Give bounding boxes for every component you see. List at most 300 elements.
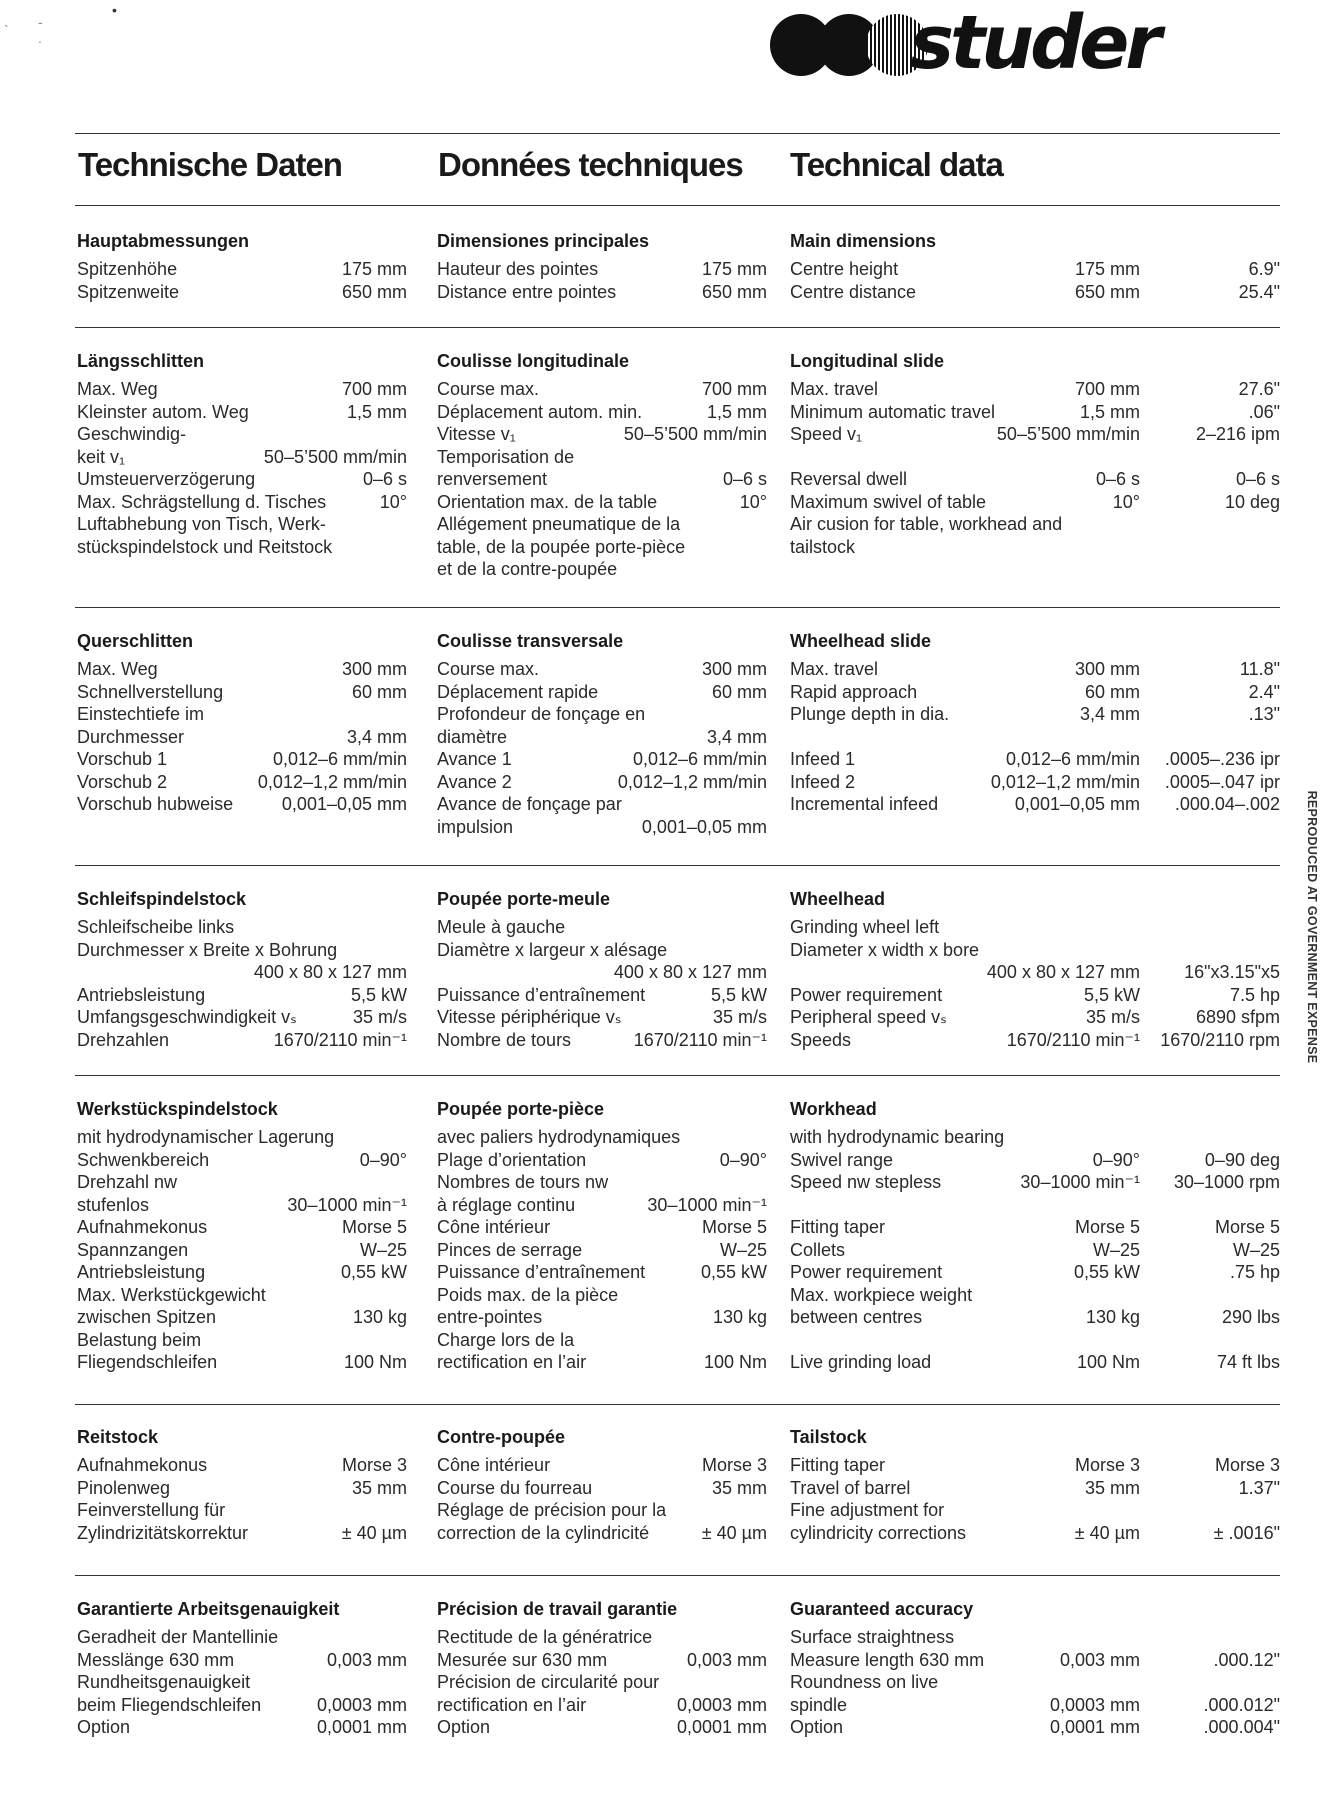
spec-label: Hauteur des pointes <box>437 259 599 279</box>
section-heading: Reitstock <box>77 1427 159 1447</box>
spec-value-metric: 175 mm <box>1074 259 1140 279</box>
section-column-fr <box>437 1094 767 1374</box>
spec-value-metric: 3,4 mm <box>1079 704 1140 724</box>
spec-row <box>437 726 767 749</box>
section-column-de <box>77 346 407 558</box>
section-heading: Hauptabmessungen <box>77 231 250 251</box>
spec-label: Power requirement <box>790 1262 943 1282</box>
spec-row <box>790 1477 1280 1500</box>
spec-value-metric: 0,012–1,2 mm/min <box>990 771 1140 792</box>
spec-row <box>437 446 767 469</box>
spec-label: Luftabhebung von Tisch, Werk- <box>77 514 326 534</box>
spec-value-metric: 0,001–0,05 mm <box>281 794 407 814</box>
section-heading: Workhead <box>790 1099 877 1119</box>
spec-label: Einstechtiefe im <box>77 704 205 724</box>
spec-value-imperial: 25.4" <box>1238 281 1280 302</box>
spec-value-imperial: 27.6" <box>1238 379 1280 399</box>
section-column-de <box>77 1094 407 1374</box>
spec-label: impulsion <box>437 816 514 837</box>
spec-row <box>790 961 1280 984</box>
spec-row <box>437 1126 767 1149</box>
spec-row <box>437 961 767 984</box>
spec-value-metric: 0,0001 mm <box>676 1717 767 1737</box>
section-heading: Main dimensions <box>790 231 937 251</box>
spec-row <box>437 1029 767 1052</box>
spec-label: Drehzahl nᴡ <box>77 1172 178 1192</box>
spec-label: Vorschub 1 <box>77 749 168 769</box>
spec-label: rectification en l’air <box>437 1694 587 1715</box>
section-column-fr <box>437 1422 767 1544</box>
spec-label: Schnellverstellung <box>77 681 224 702</box>
section-heading: Wheelhead <box>790 889 886 909</box>
spec-label: Max. Werkstückgewicht <box>77 1284 266 1305</box>
spec-label: Geschwindig- <box>77 424 187 444</box>
spec-value-metric: 0,55 kW <box>700 1262 767 1282</box>
section-divider <box>75 1404 1280 1405</box>
divider <box>75 205 1280 206</box>
spec-row <box>790 916 1280 939</box>
spec-value-imperial: ± .0016" <box>1213 1522 1280 1543</box>
spec-row <box>437 748 767 771</box>
spec-label: Option <box>437 1717 491 1737</box>
spec-label: Distance entre pointes <box>437 281 617 302</box>
spec-label: Surface straightness <box>790 1627 955 1647</box>
spec-value-metric: 1,5 mm <box>346 401 407 422</box>
spec-label: Avance 2 <box>437 771 512 792</box>
spec-label: diamètre <box>437 726 508 747</box>
spec-label: with hydrodynamic bearing <box>790 1127 1005 1147</box>
spec-row <box>77 1351 407 1374</box>
spec-row <box>437 1716 767 1739</box>
spec-row <box>77 446 407 469</box>
spec-value-metric: Morse 5 <box>341 1217 407 1237</box>
spec-label: Rapid approach <box>790 681 918 702</box>
spec-value-imperial: .0005–.047 ipr <box>1164 771 1280 792</box>
spec-value-metric: 300 mm <box>341 659 407 679</box>
spec-label: Allégement pneumatique de la <box>437 514 681 534</box>
spec-row <box>77 1522 407 1545</box>
spec-value-metric: 35 m/s <box>712 1007 767 1027</box>
section-divider <box>75 865 1280 866</box>
spec-row <box>77 1671 407 1694</box>
spec-value-metric: ± 40 µm <box>701 1522 767 1543</box>
spec-value-metric: 0,012–6 mm/min <box>1005 749 1140 769</box>
spec-row <box>77 536 407 559</box>
spec-label: Option <box>77 1717 131 1737</box>
section-divider <box>75 1075 1280 1076</box>
spec-row <box>77 1006 407 1029</box>
section-column-de <box>77 1422 407 1544</box>
spec-value-metric: 175 mm <box>701 259 767 279</box>
spec-value-metric: 300 mm <box>1074 659 1140 679</box>
spec-row <box>437 468 767 491</box>
spec-row <box>77 1261 407 1284</box>
spec-value-metric: 0,55 kW <box>340 1262 407 1282</box>
spec-value-metric: 0–6 s <box>1095 469 1140 489</box>
section-heading: Garantierte Arbeitsgenauigkeit <box>77 1599 340 1619</box>
spec-row <box>790 1626 1280 1649</box>
spec-value-imperial: 30–1000 rpm <box>1173 1172 1280 1192</box>
spec-label: Fitting taper <box>790 1455 886 1475</box>
spec-row <box>790 513 1280 536</box>
spec-label: Schleifscheibe links <box>77 917 235 937</box>
spec-row <box>437 1006 767 1029</box>
spec-row <box>790 748 1280 771</box>
spec-value-metric: 400 x 80 x 127 mm <box>253 962 407 982</box>
section-column-fr <box>437 346 767 581</box>
spec-label: Diameter x width x bore <box>790 939 980 960</box>
spec-row <box>790 681 1280 704</box>
spec-value-metric: 35 mm <box>351 1477 407 1498</box>
section-column-en <box>790 1422 1280 1544</box>
spec-label: Max. Weg <box>77 379 158 399</box>
spec-label: Pinces de serrage <box>437 1239 583 1260</box>
spec-label: Précision de circularité pour <box>437 1672 660 1692</box>
spec-row <box>437 378 767 401</box>
spec-label: between centres <box>790 1307 923 1327</box>
section-heading: Coulisse longitudinale <box>437 351 630 371</box>
section-divider <box>75 327 1280 328</box>
spec-value-metric: 3,4 mm <box>706 726 767 747</box>
spec-value-metric: 35 m/s <box>1085 1007 1140 1027</box>
spec-value-metric: 0,012–1,2 mm/min <box>617 771 767 792</box>
section-heading: Longitudinal slide <box>790 351 944 371</box>
spec-value-metric: 10° <box>739 491 767 512</box>
spec-label: Réglage de précision pour la <box>437 1500 667 1520</box>
spec-label: renversement <box>437 469 548 489</box>
section-heading: Contre-poupée <box>437 1427 565 1447</box>
spec-row <box>437 771 767 794</box>
spec-value-metric: Morse 3 <box>1074 1455 1140 1475</box>
spec-label: Aufnahmekonus <box>77 1455 208 1475</box>
spec-label: et de la contre-poupée <box>437 559 618 579</box>
spec-value-metric: 130 kg <box>712 1307 767 1327</box>
spec-row <box>790 1351 1280 1374</box>
spec-value-metric: 50–5’500 mm/min <box>996 424 1140 444</box>
spec-value-metric: 0,012–6 mm/min <box>632 749 767 769</box>
spec-value-metric: 0,0001 mm <box>316 1717 407 1737</box>
spec-row <box>437 1306 767 1329</box>
spec-row <box>790 939 1280 962</box>
spec-value-metric: 60 mm <box>351 681 407 702</box>
spec-label: Antriebsleistung <box>77 984 206 1005</box>
spec-label: Vitesse périphérique vₛ <box>437 1007 622 1027</box>
spec-label: Power requirement <box>790 984 943 1005</box>
spec-row <box>437 984 767 1007</box>
spec-label: entre-pointes <box>437 1307 543 1327</box>
spec-value-metric: 1,5 mm <box>1079 401 1140 422</box>
spec-value-metric: W–25 <box>719 1239 767 1260</box>
spec-value-imperial: 1670/2110 rpm <box>1160 1029 1280 1050</box>
section-column-de <box>77 626 407 816</box>
spec-label: Puissance d’entraînement <box>437 984 646 1005</box>
spec-row <box>437 258 767 281</box>
spec-label: Nombre de tours <box>437 1029 572 1050</box>
spec-value-metric: Morse 3 <box>701 1455 767 1475</box>
spec-label: Max. Weg <box>77 659 158 679</box>
spec-value-imperial: W–25 <box>1232 1239 1280 1260</box>
spec-value-metric: 650 mm <box>701 281 767 302</box>
spec-label: Max. workpiece weight <box>790 1284 973 1305</box>
spec-row <box>77 1194 407 1217</box>
spec-label: Kleinster autom. Weg <box>77 401 249 422</box>
spec-row <box>437 1351 767 1374</box>
spec-label: Peripheral speed vₛ <box>790 1007 947 1027</box>
spec-label: Measure length 630 mm <box>790 1649 985 1670</box>
spec-label: Incremental infeed <box>790 794 939 814</box>
spec-value-metric: 400 x 80 x 127 mm <box>613 962 767 982</box>
spec-value-imperial: .000.04–.002 <box>1174 794 1280 814</box>
spec-row <box>437 513 767 536</box>
section-column-de <box>77 884 407 1051</box>
spec-row <box>437 1171 767 1194</box>
divider <box>75 133 1280 134</box>
spec-value-imperial: 2.4" <box>1248 681 1280 702</box>
spec-row <box>790 1306 1280 1329</box>
spec-label: Avance 1 <box>437 749 512 769</box>
spec-value-imperial: 290 lbs <box>1221 1307 1280 1327</box>
spec-label: Fine adjustment for <box>790 1500 945 1520</box>
spec-row <box>790 726 1280 749</box>
spec-value-metric: 10° <box>1112 491 1140 512</box>
spec-value-imperial: 1.37" <box>1238 1477 1280 1498</box>
spec-row <box>790 703 1280 726</box>
spec-value-metric: 700 mm <box>701 379 767 399</box>
section-heading: Längsschlitten <box>77 351 205 371</box>
spec-label: Air cusion for table, workhead and <box>790 514 1063 534</box>
spec-value-metric: 0,001–0,05 mm <box>1014 794 1140 814</box>
section-column-en <box>790 226 1280 303</box>
section-divider <box>75 1575 1280 1576</box>
spec-label: Déplacement autom. min. <box>437 401 643 422</box>
spec-value-metric: 0,0001 mm <box>1049 1717 1140 1737</box>
spec-row <box>77 1716 407 1739</box>
spec-value-metric: 0,001–0,05 mm <box>641 816 767 837</box>
spec-label: Speed v₁ <box>790 424 863 444</box>
spec-row <box>790 1499 1280 1522</box>
spec-value-metric: 35 mm <box>1084 1477 1140 1498</box>
spec-value-metric: 700 mm <box>341 379 407 399</box>
spec-label: Vorschub 2 <box>77 771 168 792</box>
spec-label: Max. travel <box>790 379 879 399</box>
spec-row <box>437 1626 767 1649</box>
spec-label: beim Fliegendschleifen <box>77 1694 262 1715</box>
section-heading: Querschlitten <box>77 631 194 651</box>
spec-row <box>437 281 767 304</box>
spec-value-metric: 100 Nm <box>1076 1352 1140 1372</box>
spec-label: Option <box>790 1717 844 1737</box>
spec-label: Cône intérieur <box>437 1217 551 1237</box>
spec-label: Déplacement rapide <box>437 681 599 702</box>
spec-value-metric: 130 kg <box>1085 1307 1140 1327</box>
section-column-en <box>790 626 1280 816</box>
spec-row <box>77 423 407 446</box>
spec-row <box>437 816 767 839</box>
spec-row <box>77 281 407 304</box>
spec-label: Antriebsleistung <box>77 1262 206 1282</box>
spec-row <box>790 468 1280 491</box>
spec-row <box>77 1329 407 1352</box>
spec-row <box>437 491 767 514</box>
spec-row <box>77 1216 407 1239</box>
spec-value-metric: W–25 <box>1092 1239 1140 1260</box>
spec-row <box>790 491 1280 514</box>
spec-row <box>437 1694 767 1717</box>
spec-label: Diamètre x largeur x alésage <box>437 939 668 960</box>
spec-row <box>790 658 1280 681</box>
spec-label: Durchmesser x Breite x Bohrung <box>77 939 338 960</box>
spec-row <box>790 1649 1280 1672</box>
spec-label: cylindricity corrections <box>790 1522 967 1543</box>
spec-row <box>437 1499 767 1522</box>
spec-row <box>790 1194 1280 1217</box>
brand-name: studer <box>910 0 1158 86</box>
spec-row <box>77 258 407 281</box>
spec-value-metric: 0,0003 mm <box>676 1694 767 1715</box>
section-heading: Poupée porte-meule <box>437 889 611 909</box>
spec-value-imperial: Morse 3 <box>1214 1455 1280 1475</box>
spec-value-metric: 35 mm <box>711 1477 767 1498</box>
section-column-fr <box>437 884 767 1051</box>
spec-value-imperial: .000.12" <box>1213 1649 1280 1670</box>
spec-label: Live grinding load <box>790 1352 932 1372</box>
spec-row <box>77 1454 407 1477</box>
spec-row <box>437 401 767 424</box>
spec-row <box>790 281 1280 304</box>
spec-label: Max. Schrägstellung d. Tisches <box>77 491 327 512</box>
section-heading: Schleifspindelstock <box>77 889 247 909</box>
spec-label: Centre height <box>790 259 899 279</box>
spec-label: Collets <box>790 1239 846 1260</box>
spec-value-metric: 0,0003 mm <box>316 1694 407 1715</box>
spec-value-metric: 1670/2110 min⁻¹ <box>273 1029 407 1050</box>
spec-row <box>790 401 1280 424</box>
spec-row <box>437 681 767 704</box>
spec-label: avec paliers hydrodynamiques <box>437 1127 681 1147</box>
section-column-de <box>77 1594 407 1739</box>
spec-value-metric: 30–1000 min⁻¹ <box>647 1194 767 1215</box>
spec-row <box>437 1522 767 1545</box>
spec-row <box>437 1216 767 1239</box>
spec-row <box>77 1477 407 1500</box>
spec-label: Spannzangen <box>77 1239 189 1260</box>
spec-row <box>77 1649 407 1672</box>
spec-label: Minimum automatic travel <box>790 401 996 422</box>
spec-label: Durchmesser <box>77 726 185 747</box>
spec-value-metric: 50–5’500 mm/min <box>263 446 407 467</box>
spec-value-metric: 130 kg <box>352 1307 407 1327</box>
spec-label: keit v₁ <box>77 446 126 467</box>
spec-row <box>790 378 1280 401</box>
spec-value-metric: 0,012–6 mm/min <box>272 749 407 769</box>
spec-value-metric: 0,003 mm <box>1059 1649 1140 1670</box>
spec-row <box>77 513 407 536</box>
spec-label: Belastung beim <box>77 1329 202 1350</box>
spec-value-metric: 30–1000 min⁻¹ <box>1020 1172 1140 1192</box>
spec-label: Travel of barrel <box>790 1477 911 1498</box>
spec-label: Vitesse v₁ <box>437 424 516 444</box>
section-column-de <box>77 226 407 303</box>
spec-label: Umsteuerverzögerung <box>77 469 256 489</box>
section-heading: Dimensiones principales <box>437 231 650 251</box>
spec-row <box>77 1029 407 1052</box>
spec-value-metric: Morse 3 <box>341 1455 407 1475</box>
section-heading: Tailstock <box>790 1427 867 1447</box>
spec-value-metric: 35 m/s <box>352 1007 407 1027</box>
spec-value-metric: Morse 5 <box>701 1217 767 1237</box>
section-column-fr <box>437 626 767 838</box>
spec-row <box>790 423 1280 446</box>
spec-value-imperial: Morse 5 <box>1214 1217 1280 1237</box>
spec-row <box>790 1216 1280 1239</box>
spec-value-metric: 1670/2110 min⁻¹ <box>1006 1029 1140 1050</box>
spec-row <box>790 1006 1280 1029</box>
section-heading: Guaranteed accuracy <box>790 1599 974 1619</box>
studer-logo <box>770 0 1290 86</box>
spec-label: zwischen Spitzen <box>77 1307 217 1327</box>
spec-value-metric: 700 mm <box>1074 379 1140 399</box>
spec-label: Nombres de tours nᴡ <box>437 1172 609 1192</box>
spec-label: Poids max. de la pièce <box>437 1284 619 1305</box>
spec-value-metric: 0–90° <box>719 1149 767 1170</box>
spec-value-metric: ± 40 µm <box>341 1522 407 1543</box>
spec-label: Reversal dwell <box>790 469 908 489</box>
spec-label: Drehzahlen <box>77 1029 170 1050</box>
spec-value-metric: 5,5 kW <box>350 984 407 1005</box>
spec-row <box>790 771 1280 794</box>
spec-value-metric: 0,55 kW <box>1073 1262 1140 1282</box>
spec-label: Course max. <box>437 379 540 399</box>
spec-row <box>437 703 767 726</box>
title-de: Technische Daten <box>78 146 342 183</box>
spec-label: Aufnahmekonus <box>77 1217 208 1237</box>
spec-value-metric: 10° <box>379 491 407 512</box>
spec-row <box>77 491 407 514</box>
spec-label: Zylindrizitätskorrektur <box>77 1522 249 1543</box>
spec-label: Temporisation de <box>437 446 575 467</box>
spec-row <box>77 1171 407 1194</box>
spec-row <box>77 748 407 771</box>
spec-label: Spitzenweite <box>77 281 180 302</box>
spec-value-metric: 400 x 80 x 127 mm <box>986 962 1140 982</box>
spec-row <box>790 1522 1280 1545</box>
spec-row <box>437 1149 767 1172</box>
spec-value-imperial: 0–6 s <box>1235 469 1280 489</box>
title-fr: Données techniques <box>438 146 743 183</box>
spec-value-metric: W–25 <box>359 1239 407 1260</box>
spec-value-imperial: .75 hp <box>1229 1262 1280 1282</box>
spec-value-metric: 650 mm <box>1074 281 1140 302</box>
spec-label: Mesurée sur 630 mm <box>437 1649 608 1670</box>
spec-row <box>790 1126 1280 1149</box>
spec-label: Speeds <box>790 1029 852 1050</box>
spec-label: rectification en l’air <box>437 1352 587 1372</box>
section-heading: Werkstückspindelstock <box>77 1099 278 1119</box>
spec-row <box>437 536 767 559</box>
spec-row <box>437 658 767 681</box>
spec-label: Rundheitsgenauigkeit <box>77 1672 251 1692</box>
spec-value-metric: 0–90° <box>359 1149 407 1170</box>
spec-row <box>77 681 407 704</box>
spec-label: Pinolenweg <box>77 1477 171 1498</box>
spec-label: Avance de fonçage par <box>437 794 622 814</box>
spec-value-imperial: 11.8" <box>1239 659 1280 679</box>
section-column-en <box>790 346 1280 558</box>
spec-label: Messlänge 630 mm <box>77 1649 235 1670</box>
spec-value-metric: 0,012–1,2 mm/min <box>257 771 407 792</box>
spec-label: spindle <box>790 1694 848 1715</box>
spec-label: Fliegendschleifen <box>77 1352 218 1372</box>
